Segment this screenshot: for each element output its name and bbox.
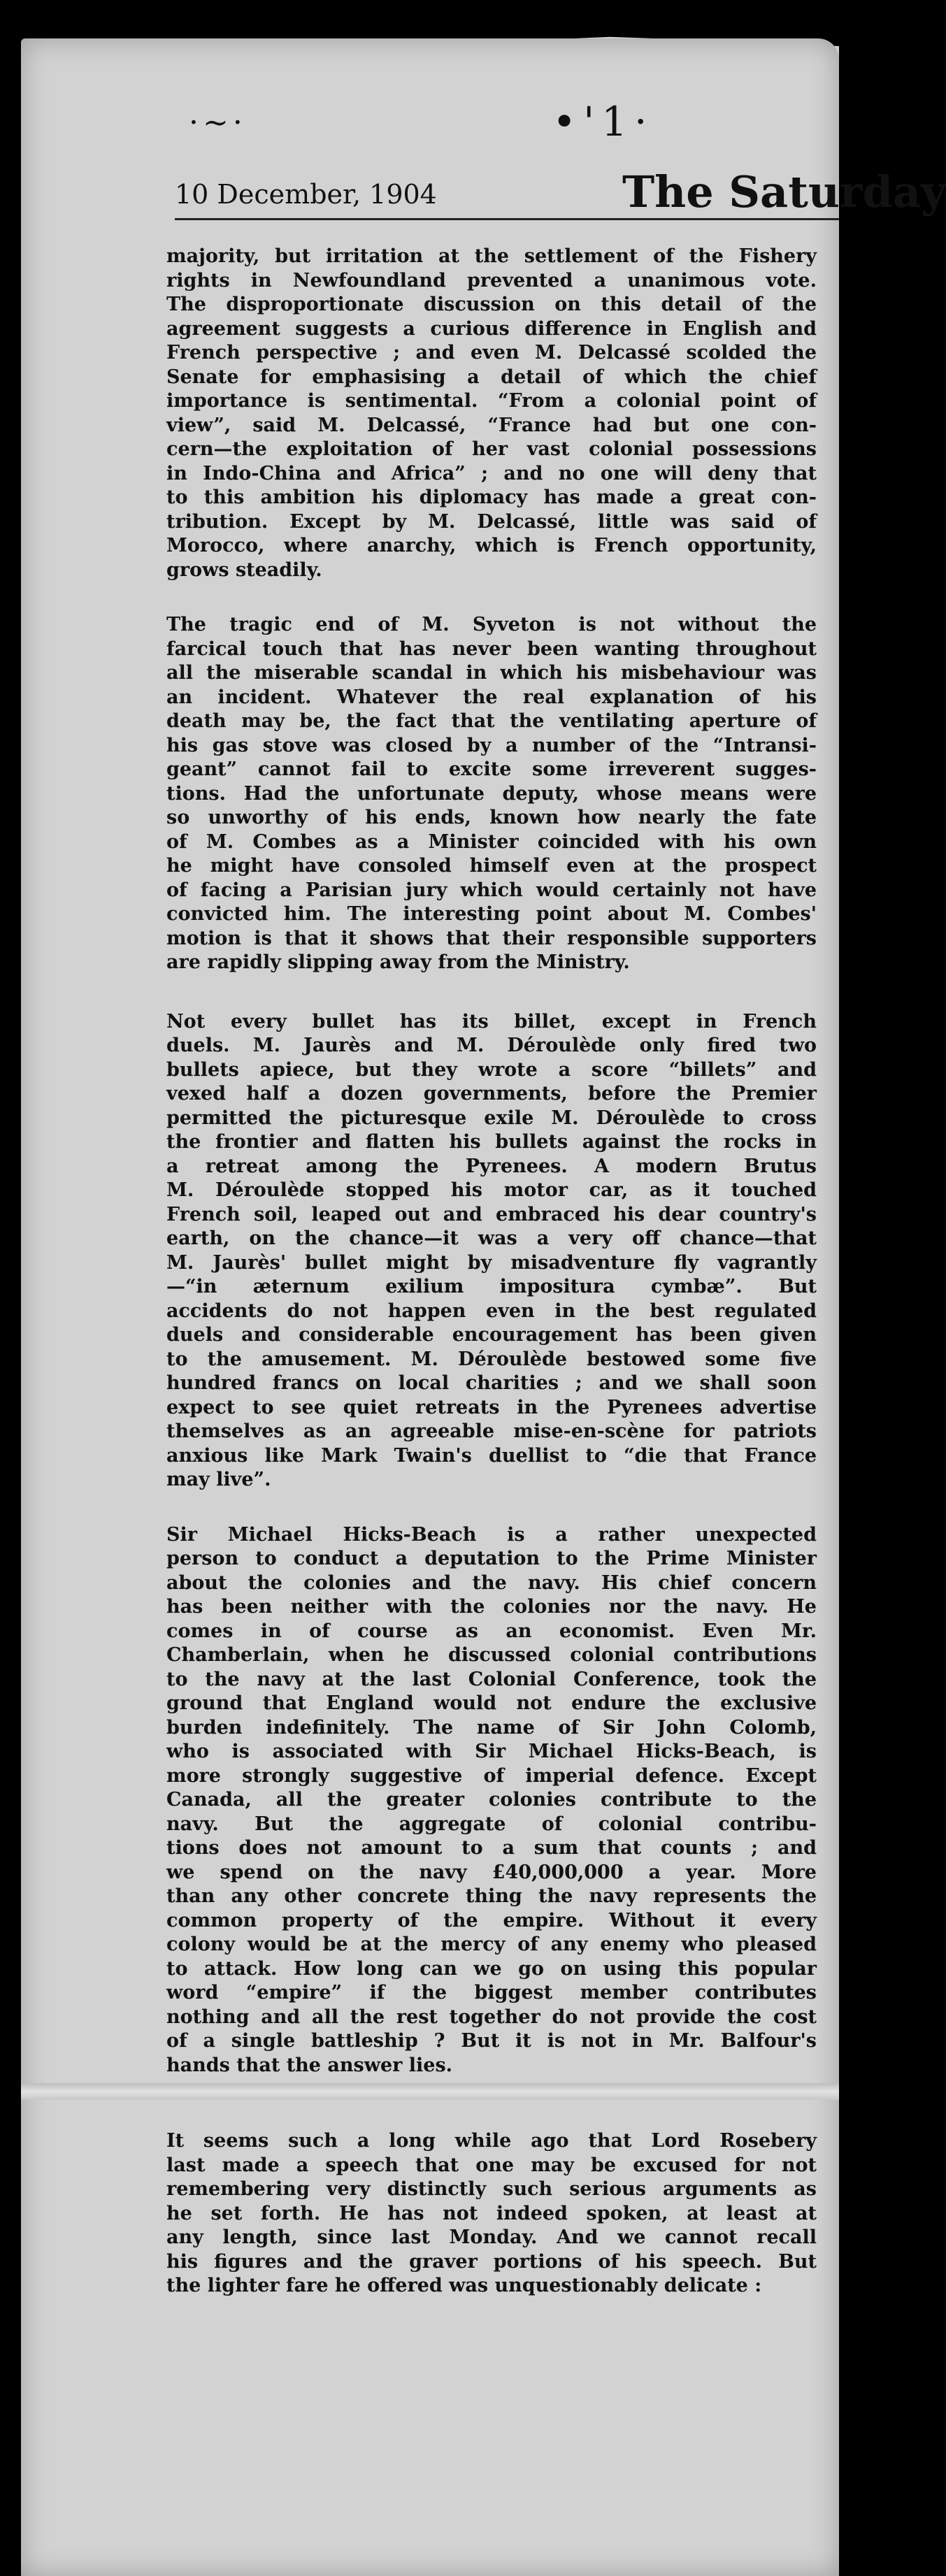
text-line: French soil, leaped out and embraced his dear country's [166, 1203, 817, 1225]
text-line: a retreat among the Pyrenees. A modern Brutus [166, 1155, 817, 1177]
text-line: tions. Had the unfortunate deputy, whose means were [166, 782, 817, 805]
text-line: to this ambition his diplomacy has made a great con- [166, 487, 817, 508]
text-line: who is associated with Sir Michael Hicks-Beach, is [166, 1741, 817, 1762]
text-line: in Indo-China and Africa” ; and no one will deny that [166, 462, 817, 484]
text-line: more strongly suggestive of imperial defence. Except [166, 1764, 817, 1787]
text-line: geant” cannot fail to excite some irreverent sugges- [166, 758, 817, 780]
text-line: agreement suggests a curious difference in English and [166, 317, 817, 340]
text-line: the lighter fare he offered was unquestionably delicate : [166, 2275, 762, 2296]
paragraph [166, 2129, 817, 2298]
text-line: French perspective ; and even M. Delcassé scolded the [166, 342, 817, 364]
text-line: expect to see quiet retreats in the Pyrenees advertise [166, 1396, 817, 1418]
text-line: death may be, the fact that the ventilating aperture of [166, 710, 817, 732]
text-line: word “empire” if the biggest member contributes [166, 1982, 817, 2003]
issue-date: 10 December, 1904 [175, 179, 437, 210]
text-line: —“in æternum exilium impositura cymbæ”. But [166, 1276, 817, 1297]
text-line: Chamberlain, when he discussed colonial contributions [166, 1644, 817, 1666]
text-line: about the colonies and the navy. His chief concern [166, 1571, 817, 1594]
text-line: bullets apiece, but they wrote a score “billets” and [166, 1058, 817, 1081]
text-line: comes in of course as an economist. Even Mr. [166, 1620, 817, 1642]
text-line: hands that the answer lies. [166, 2054, 453, 2076]
text-line: the frontier and flatten his bullets against the rocks in [166, 1131, 817, 1153]
text-line: vexed half a dozen governments, before the Premier [166, 1083, 817, 1104]
text-line: Not every bullet has its billet, except in French [166, 1010, 817, 1032]
stray-marks-right: •'1· [552, 98, 654, 145]
text-line: importance is sentimental. “From a colonial point of [166, 390, 817, 412]
text-line: he might have consoled himself even at the prospect [166, 855, 817, 877]
text-line: to attack. How long can we go on using this popular [166, 1957, 817, 1980]
text-line: of a single battleship ? But it is not in Mr. Balfour's [166, 2030, 817, 2052]
header-rule [175, 218, 839, 220]
text-line: convicted him. The interesting point about M. Combes' [166, 903, 817, 925]
text-line: grows steadily. [166, 559, 322, 581]
text-line: an incident. Whatever the real explanation of his [166, 686, 817, 708]
text-line: Morocco, where anarchy, which is French opportunity, [166, 535, 817, 556]
paragraph [166, 245, 817, 582]
text-line: to the amusement. M. Déroulède bestowed some five [166, 1348, 817, 1370]
text-line: majority, but irritation at the settlement of the Fishery [166, 245, 817, 267]
text-line: any length, since last Monday. And we cannot recall [166, 2226, 817, 2248]
text-line: we spend on the navy £40,000,000 a year. More [166, 1861, 817, 1883]
text-line: view”, said M. Delcassé, “France had but one con- [166, 414, 817, 436]
text-line: are rapidly slipping away from the Ministry. [166, 951, 630, 973]
text-line: farcical touch that has never been wanting throughout [166, 638, 817, 660]
stray-marks-left: ·~· [189, 105, 247, 141]
text-line: common property of the empire. Without it every [166, 1909, 817, 1931]
text-line: M. Déroulède stopped his motor car, as it touched [166, 1179, 817, 1201]
text-line: M. Jaurès' bullet might by misadventure fly vagrantly [166, 1251, 817, 1274]
text-line: of facing a Parisian jury which would certainly not have [166, 879, 817, 901]
text-line: Sir Michael Hicks-Beach is a rather unexpected [166, 1523, 817, 1546]
text-line: all the miserable scandal in which his misbehaviour was [166, 662, 817, 684]
text-line: navy. But the aggregate of colonial contribu- [166, 1813, 817, 1835]
text-line: duels. M. Jaurès and M. Déroulède only fired two [166, 1035, 817, 1056]
article-body [166, 245, 817, 2324]
text-line: last made a speech that one may be excused for not [166, 2154, 817, 2176]
text-line: The tragic end of M. Syveton is not without the [166, 614, 817, 635]
text-line: so unworthy of his ends, known how nearly the fate [166, 807, 817, 828]
text-line: has been neither with the colonies nor the navy. He [166, 1596, 817, 1618]
text-line: The disproportionate discussion on this detail of the [166, 294, 817, 315]
text-line: tions does not amount to a sum that counts ; and [166, 1837, 817, 1859]
text-line: his gas stove was closed by a number of the “Intransi- [166, 734, 817, 756]
masthead: The Saturday [622, 166, 946, 217]
text-line: permitted the picturesque exile M. Déroulède to cross [166, 1107, 817, 1129]
text-line: anxious like Mark Twain's duellist to “die that France [166, 1444, 817, 1467]
text-line: may live”. [166, 1469, 271, 1490]
text-line: ground that England would not endure the exclusive [166, 1692, 817, 1714]
text-line: motion is that it shows that their responsible supporters [166, 927, 817, 949]
text-line: tribution. Except by M. Delcassé, little was said of [166, 510, 817, 533]
text-line: Senate for emphasising a detail of which the chief [166, 366, 817, 388]
text-line: themselves as an agreeable mise-en-scène for patriots [166, 1420, 817, 1442]
text-line: rights in Newfoundland prevented a unanimous vote. [166, 269, 817, 292]
text-line: burden indefinitely. The name of Sir John Colomb, [166, 1716, 817, 1739]
text-line: he set forth. He has not indeed spoken, at least at [166, 2202, 817, 2224]
text-line: accidents do not happen even in the best regulated [166, 1300, 817, 1322]
text-line: It seems such a long while ago that Lord Rosebery [166, 2130, 817, 2152]
text-line: of M. Combes as a Minister coincided with his own [166, 830, 817, 853]
text-line: than any other concrete thing the navy represents the [166, 1885, 817, 1907]
text-line: hundred francs on local charities ; and we shall soon [166, 1372, 817, 1394]
paragraph [166, 1523, 817, 2078]
text-line: cern—the exploitation of her vast colonial possessions [166, 438, 817, 460]
text-line: to the navy at the last Colonial Conference, took the [166, 1668, 817, 1690]
text-line: nothing and all the rest together do not provide the cost [166, 2006, 817, 2028]
paragraph [166, 1010, 817, 1492]
paragraph [166, 613, 817, 975]
text-line: Canada, all the greater colonies contribute to the [166, 1789, 817, 1811]
text-line: earth, on the chance—it was a very off chance—that [166, 1228, 817, 1249]
text-line: colony would be at the mercy of any enemy who pleased [166, 1934, 817, 1955]
text-line: remembering very distinctly such serious arguments as [166, 2178, 817, 2200]
text-line: his figures and the graver portions of his speech. But [166, 2250, 817, 2273]
page-header [175, 166, 946, 229]
text-line: duels and considerable encouragement has been given [166, 1324, 817, 1346]
text-line: person to conduct a deputation to the Prime Minister [166, 1548, 817, 1569]
